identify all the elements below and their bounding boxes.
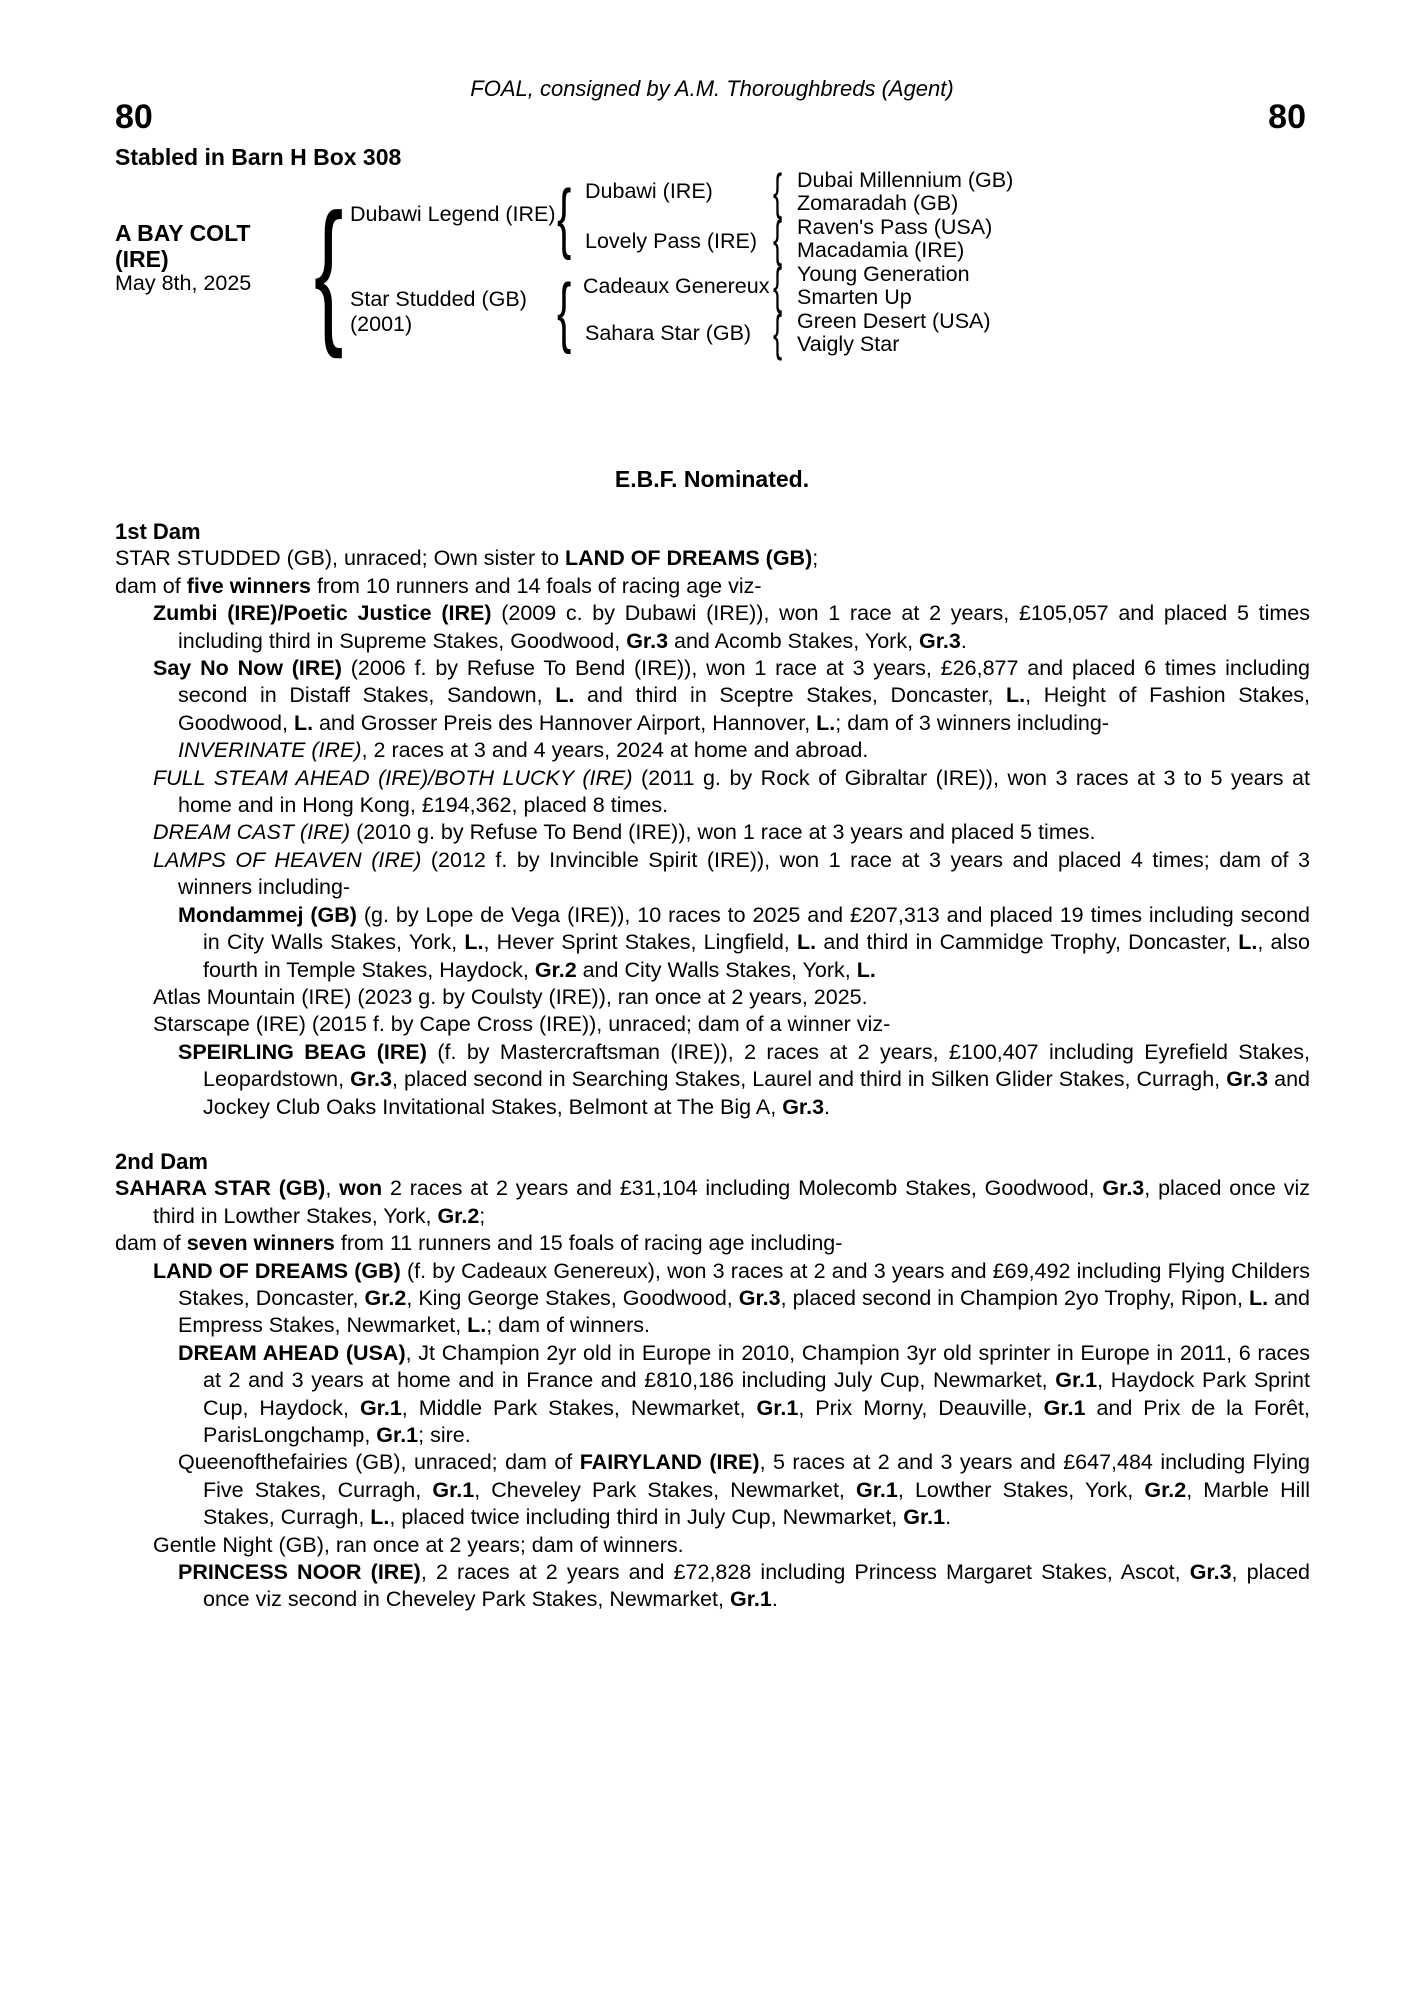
pedigree-brace-gg1: { — [773, 164, 783, 220]
first-dam-section — [115, 545, 1310, 1121]
gg-sire-sire-dam: Zomaradah (GB) — [797, 191, 959, 215]
pedigree-brace-dam: { — [557, 267, 572, 355]
pedigree-paragraph: Say No Now (IRE) (2006 f. by Refuse To Bend (IRE)), won 1 race at 3 years, £26,877 and placed 6 times including second in Distaff Stakes, Sandown, L. and third in Sceptre Stakes, Doncaster, L., Height of Fashion Stakes, Goodwood, L. and Grosser Preis des Hannover Airport, Hannover, L.; dam of 3 winners including- — [153, 656, 1310, 735]
pedigree-paragraph: Zumbi (IRE)/Poetic Justice (IRE) (2009 c. by Dubawi (IRE)), won 1 race at 2 years, £105,057 and placed 5 times including third in Supreme Stakes, Goodwood, Gr.3 and Acomb Stakes, York, Gr.3. — [153, 601, 1310, 653]
pedigree-paragraph: Queenofthefairies (GB), unraced; dam of FAIRYLAND (IRE), 5 races at 2 and 3 years and £647,484 including Flying Five Stakes, Curragh, Gr.1, Cheveley Park Stakes, Newmarket, Gr.1, Lowther Stakes, York, Gr.2, Marble Hill Stakes, Curragh, L., placed twice including third in July Cup, Newmarket, Gr.1. — [178, 1450, 1310, 1530]
pedigree-paragraph: LAND OF DREAMS (GB) (f. by Cadeaux Genereux), won 3 races at 2 and 3 years and £69,492 including Flying Childers Stakes, Doncaster, Gr.2, King George Stakes, Goodwood, Gr.3, placed second in Champion 2yo Trophy, Ripon, L. and Empress Stakes, Newmarket, L.; dam of winners. — [153, 1258, 1310, 1338]
pedigree-paragraph: dam of seven winners from 11 runners and 15 foals of racing age including- — [115, 1231, 843, 1256]
gg-sire-dam-sire: Raven's Pass (USA) — [797, 215, 993, 239]
pedigree-paragraph: LAMPS OF HEAVEN (IRE) (2012 f. by Invincible Spirit (IRE)), won 1 race at 3 years and placed 4 times; dam of 3 winners including- — [153, 847, 1311, 900]
catalogue-text — [115, 518, 1310, 1614]
dam-dam-name: Sahara Star (GB) — [585, 321, 752, 345]
sire-dam-name: Lovely Pass (IRE) — [585, 229, 758, 253]
pedigree-paragraph: DREAM CAST (IRE) (2010 g. by Refuse To Bend (IRE)), won 1 race at 3 years and placed 5 times. — [153, 820, 1096, 845]
pedigree-paragraph: SPEIRLING BEAG (IRE) (f. by Mastercraftsman (IRE)), 2 races at 2 years, £100,407 including Eyrefield Stakes, Leopardstown, Gr.3, placed second in Searching Stakes, Laurel and third in Silken Glider Stakes, Curragh, Gr.3 and Jockey Club Oaks Invitational Stakes, Belmont at The Big A, Gr.3. — [178, 1039, 1310, 1119]
second-dam-section — [115, 1175, 1310, 1614]
horse-name-line1: A BAY COLT — [115, 220, 251, 246]
pedigree-paragraph: FULL STEAM AHEAD (IRE)/BOTH LUCKY (IRE) (2011 g. by Rock of Gibraltar (IRE)), won 3 races at 3 to 5 years at home and in Hong Kong, £194,362, placed 8 times. — [153, 765, 1310, 818]
gg-sire-dam-dam: Macadamia (IRE) — [797, 238, 965, 262]
lot-number-right: 80 — [1268, 98, 1306, 136]
pedigree-paragraph: dam of five winners from 10 runners and 14 foals of racing age viz- — [115, 573, 762, 598]
pedigree-paragraph: Starscape (IRE) (2015 f. by Cape Cross (IRE)), unraced; dam of a winner viz- — [153, 1012, 891, 1037]
ebf-nominated: E.B.F. Nominated. — [614, 466, 810, 492]
pedigree-brace-gg3: { — [773, 258, 783, 314]
first-dam-heading: 1st Dam — [115, 519, 201, 544]
horse-name-line2: (IRE) — [115, 246, 169, 272]
sire-sire-name: Dubawi (IRE) — [585, 179, 713, 203]
dam-sire-name: Cadeaux Genereux — [583, 274, 770, 298]
pedigree-brace-gen1: { — [314, 180, 344, 359]
consignor-line: FOAL, consigned by A.M. Thoroughbreds (Agent) — [470, 76, 954, 101]
dam-name-line1: Star Studded (GB) — [350, 287, 527, 311]
pedigree-paragraph: Atlas Mountain (IRE) (2023 g. by Coulsty (IRE)), ran once at 2 years, 2025. — [153, 984, 868, 1009]
horse-foal-date: May 8th, 2025 — [115, 271, 252, 295]
lot-number-left: 80 — [115, 98, 153, 136]
gg-dam-dam-sire: Green Desert (USA) — [797, 309, 991, 333]
pedigree-brace-gg2: { — [773, 211, 783, 267]
pedigree-paragraph: STAR STUDDED (GB), unraced; Own sister to LAND OF DREAMS (GB); — [115, 546, 819, 571]
pedigree-paragraph: SAHARA STAR (GB), won 2 races at 2 years and £31,104 including Molecomb Stakes, Goodwood, Gr.3, placed once viz third in Lowther Stakes, York, Gr.2; — [115, 1176, 1310, 1228]
pedigree-paragraph: Gentle Night (GB), ran once at 2 years; dam of winners. — [153, 1532, 684, 1557]
pedigree-brace-gg4: { — [773, 305, 783, 361]
pedigree-paragraph: INVERINATE (IRE), 2 races at 3 and 4 years, 2024 at home and abroad. — [178, 738, 869, 763]
pedigree-paragraph: DREAM AHEAD (USA), Jt Champion 2yr old in Europe in 2010, Champion 3yr old sprinter in Europe in 2011, 6 races at 2 and 3 years at home and in France and £810,186 including July Cup, Newmarket, Gr.1, Haydock Park Sprint Cup, Haydock, Gr.1, Middle Park Stakes, Newmarket, Gr.1, Prix Morny, Deauville, Gr.1 and Prix de la Forêt, ParisLongchamp, Gr.1; sire. — [178, 1340, 1310, 1447]
sire-name: Dubawi Legend (IRE) — [350, 202, 556, 226]
pedigree-paragraph: PRINCESS NOOR (IRE), 2 races at 2 years and £72,828 including Princess Margaret Stakes, Ascot, Gr.3, placed once viz second in Cheveley Park Stakes, Newmarket, Gr.1. — [178, 1560, 1310, 1612]
pedigree-tree — [0, 165, 1424, 375]
gg-sire-sire-sire: Dubai Millennium (GB) — [797, 168, 1014, 192]
second-dam-heading: 2nd Dam — [115, 1148, 208, 1174]
gg-dam-sire-sire: Young Generation — [797, 262, 970, 286]
pedigree-brace-sire: { — [557, 173, 572, 261]
stabled-line: Stabled in Barn H Box 308 — [115, 144, 402, 170]
dam-name-line2: (2001) — [350, 312, 413, 336]
gg-dam-sire-dam: Smarten Up — [797, 285, 912, 309]
gg-dam-dam-dam: Vaigly Star — [797, 332, 900, 356]
pedigree-paragraph: Mondammej (GB) (g. by Lope de Vega (IRE)), 10 races to 2025 and £207,313 and placed 19 times including second in City Walls Stakes, York, L., Hever Sprint Stakes, Lingfield, L. and third in Cammidge Trophy, Doncaster, L., also fourth in Temple Stakes, Haydock, Gr.2 and City Walls Stakes, York, L. — [178, 902, 1311, 982]
